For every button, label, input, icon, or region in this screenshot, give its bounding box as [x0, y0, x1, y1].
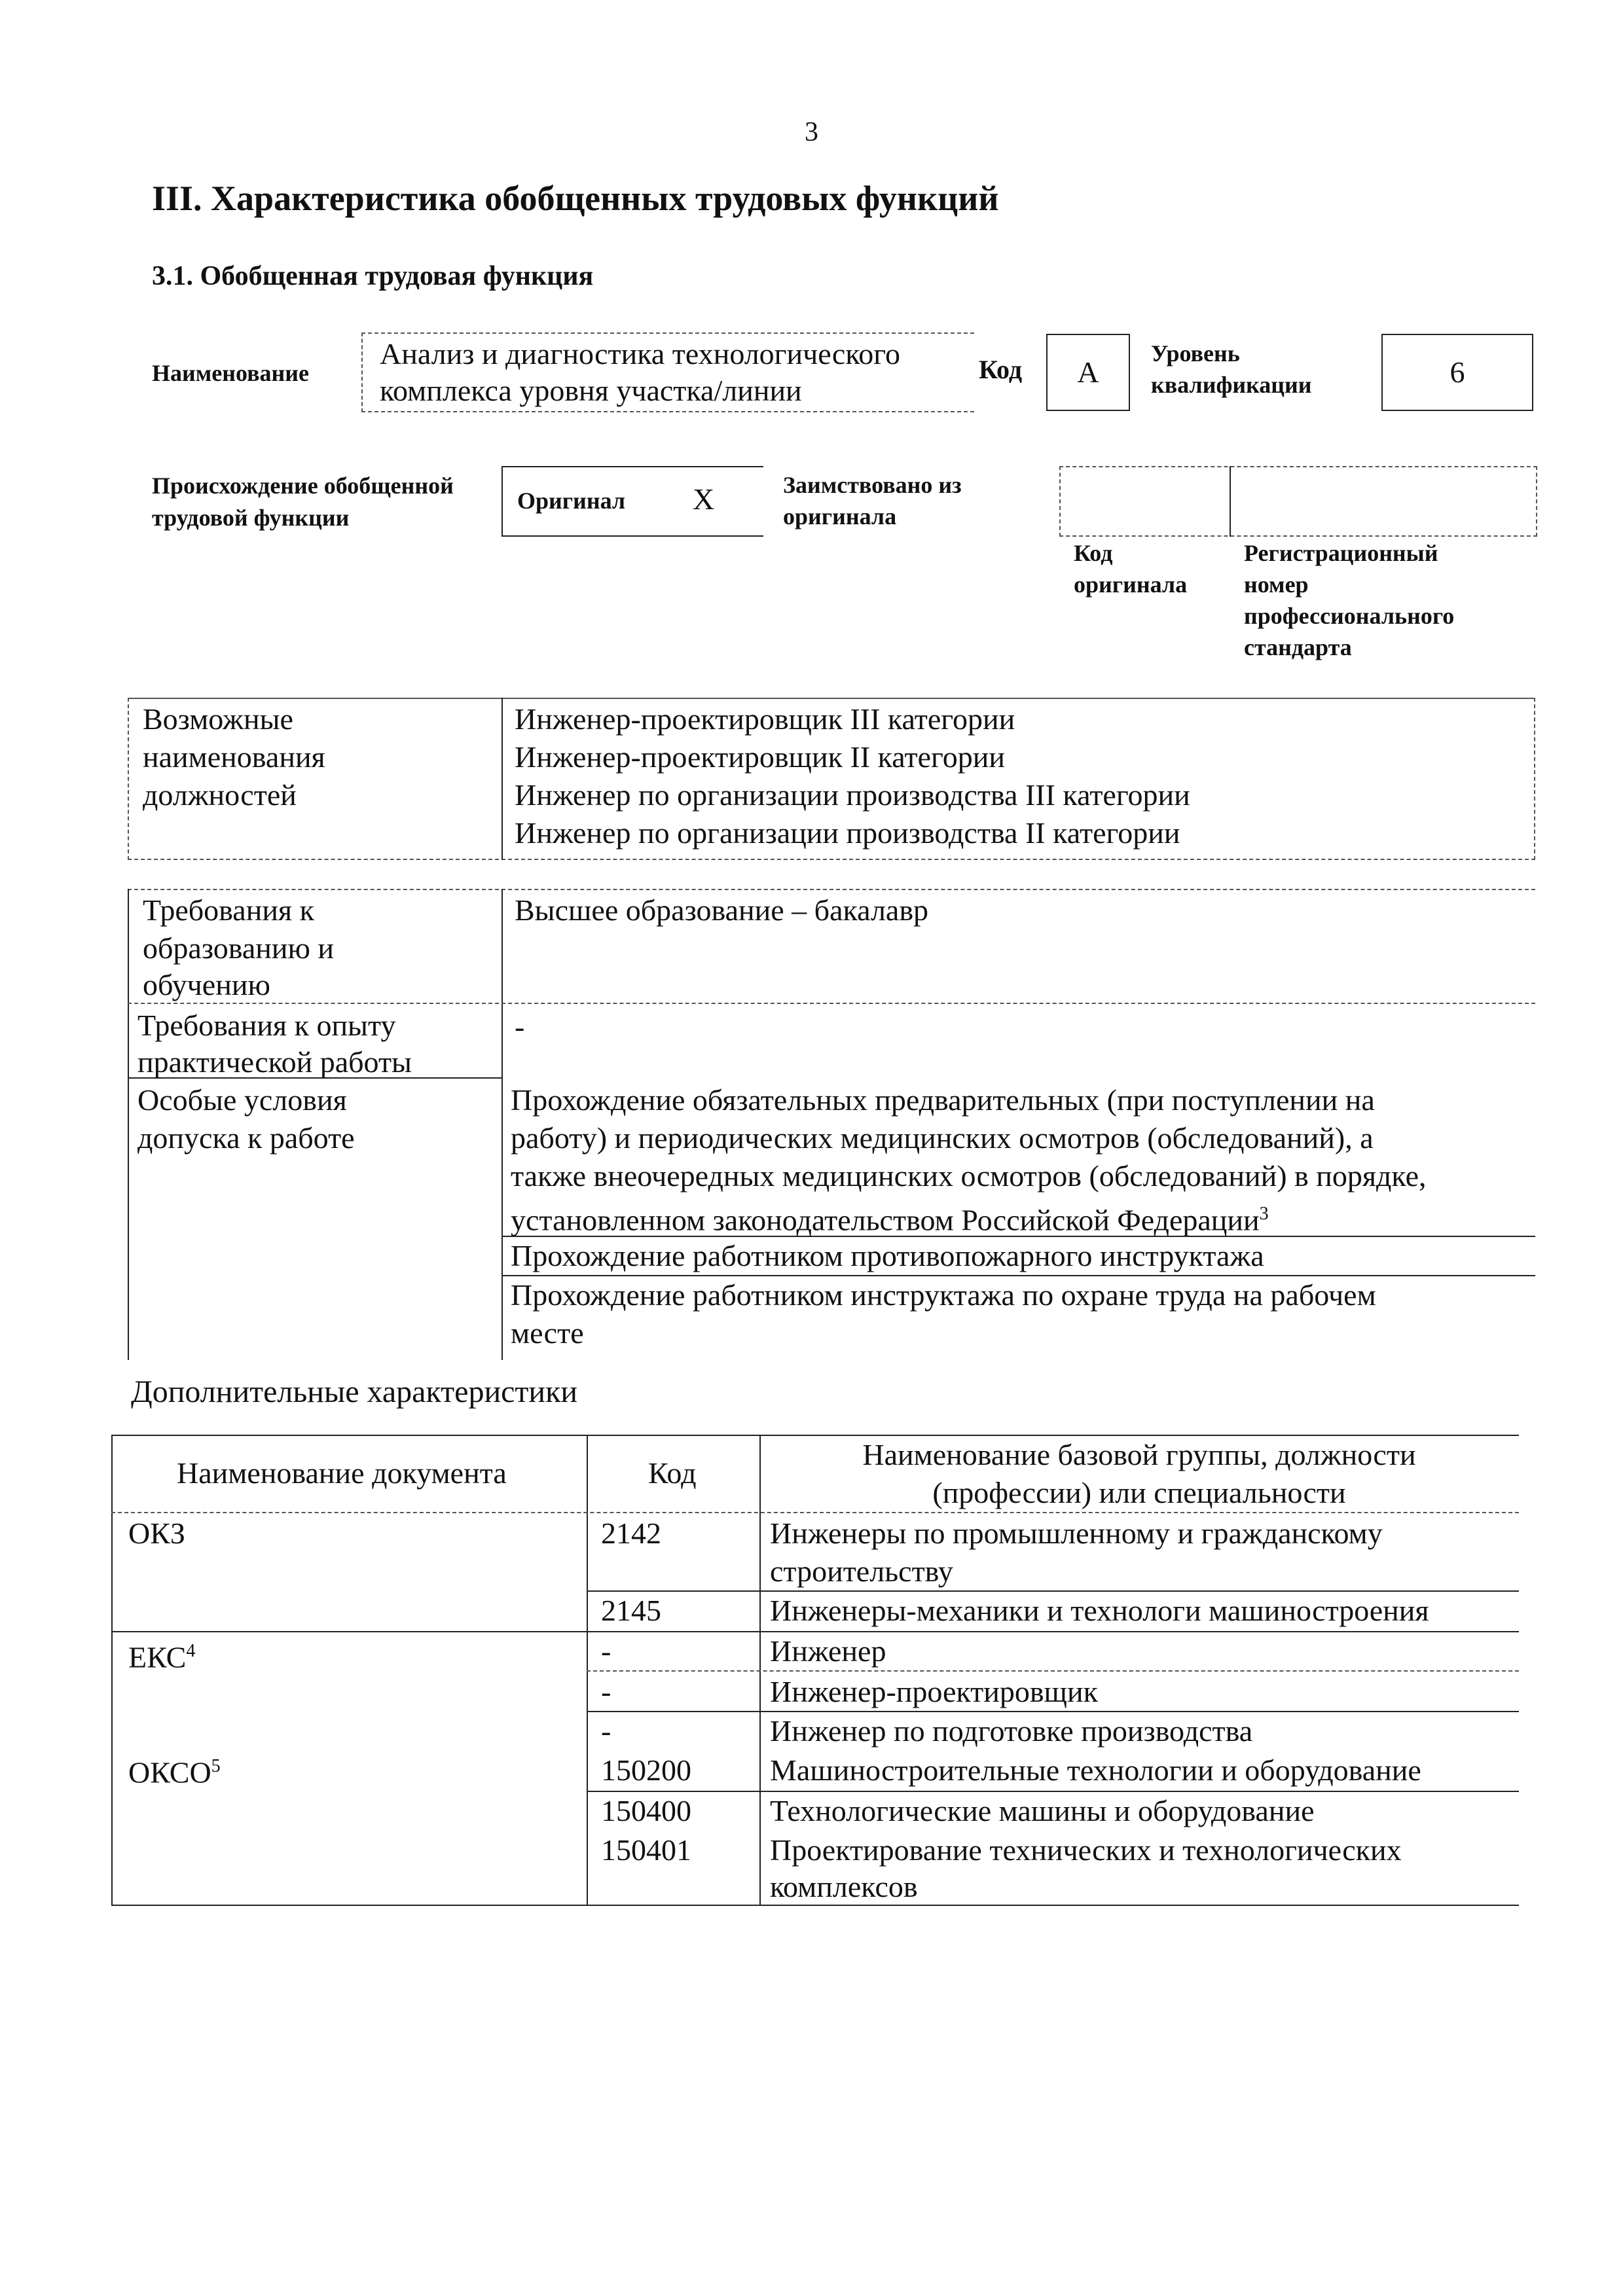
okso-label-with-footnote [128, 1748, 221, 1791]
experience-value: - [515, 1010, 525, 1043]
position-item: Инженер по организации производства II категории [515, 816, 1180, 850]
experience-label-line1: Требования к опыту [137, 1009, 396, 1042]
okso-name: Проектирование технических и технологических [770, 1833, 1402, 1867]
special-extra-1: Прохождение работником противопожарного инструктажа [511, 1239, 1264, 1272]
eks-name: Инженер по подготовке производства [770, 1714, 1253, 1748]
name-value-line2: комплекса уровня участка/линии [380, 374, 802, 407]
eks-name: Инженер-проектировщик [770, 1675, 1098, 1708]
origin-label-line1: Происхождение обобщенной [152, 473, 454, 499]
origin-code-reg-box [1059, 466, 1537, 537]
education-label-line3: обучению [143, 968, 270, 1001]
borrowed-line1: Заимствовано из [783, 472, 962, 498]
level-label-line1: Уровень [1151, 340, 1240, 367]
level-value: 6 [1381, 334, 1533, 411]
reg-caption-line3: профессионального [1244, 603, 1455, 629]
special-line: Прохождение обязательных предварительных (при поступлении на [511, 1083, 1375, 1117]
code-original-caption-line2: оригинала [1074, 571, 1188, 598]
okso-name: комплексов [770, 1870, 918, 1903]
additional-title: Дополнительные характеристики [131, 1374, 578, 1409]
section-title: III. Характеристика обобщенных трудовых функций [152, 179, 999, 218]
col-code-header: Код [648, 1456, 697, 1490]
position-item: Инженер-проектировщик II категории [515, 740, 1005, 774]
education-value: Высшее образование – бакалавр [515, 893, 929, 927]
okso-code: 150200 [601, 1753, 691, 1787]
special-line: также внеочередных медицинских осмотров (обследований) в порядке, [511, 1159, 1427, 1193]
footnote-5: 5 [211, 1756, 221, 1776]
okz-label: ОКЗ [128, 1516, 185, 1550]
positions-label-line3: должностей [143, 778, 297, 812]
code-label: Код [979, 355, 1023, 384]
special-line: установленном законодательством Российской Федерации [511, 1203, 1260, 1237]
eks-name: Инженер [770, 1634, 886, 1668]
experience-label-line2: практической работы [137, 1045, 412, 1079]
okz-name: строительству [770, 1554, 953, 1588]
original-label: Оригинал [517, 488, 626, 514]
okso-name: Технологические машины и оборудование [770, 1794, 1315, 1827]
okso-label: ОКСО [128, 1755, 211, 1789]
special-extra-2-line1: Прохождение работником инструктажа по охране труда на рабочем [511, 1278, 1376, 1312]
footnote-3: 3 [1259, 1204, 1269, 1224]
subsection-title: 3.1. Обобщенная трудовая функция [152, 261, 594, 291]
name-value-line1: Анализ и диагностика технологического [380, 337, 901, 370]
education-label-line1: Требования к [143, 893, 314, 927]
okz-name: Инженеры-механики и технологи машиностроения [770, 1594, 1429, 1627]
original-mark: X [693, 482, 715, 516]
borrowed-line2: оригинала [783, 503, 897, 529]
eks-label-with-footnote [128, 1632, 195, 1676]
okso-code: 150401 [601, 1833, 691, 1867]
origin-label-line2: трудовой функции [152, 505, 350, 531]
reg-caption-line1: Регистрационный [1244, 540, 1438, 566]
education-label-line2: образованию и [143, 931, 334, 965]
position-item: Инженер по организации производства III категории [515, 778, 1190, 812]
name-label: Наименование [152, 360, 309, 386]
code-original-caption-line1: Код [1074, 540, 1113, 566]
special-line-with-footnote [511, 1195, 1269, 1239]
okso-name: Машиностроительные технологии и оборудование [770, 1753, 1421, 1787]
special-line: работу) и периодических медицинских осмотров (обследований), а [511, 1121, 1374, 1155]
special-label-line2: допуска к работе [137, 1121, 355, 1155]
reg-caption-line2: номер [1244, 571, 1309, 598]
positions-label-line1: Возможные [143, 702, 293, 736]
col-name-header-line2: (профессии) или специальности [932, 1476, 1346, 1509]
okz-code: 2142 [601, 1516, 661, 1550]
reg-caption-line4: стандарта [1244, 634, 1352, 660]
eks-code: - [601, 1714, 611, 1748]
eks-code: - [601, 1634, 611, 1668]
position-item: Инженер-проектировщик III категории [515, 702, 1015, 736]
eks-label: ЕКС [128, 1640, 187, 1674]
eks-code: - [601, 1675, 611, 1708]
okso-code: 150400 [601, 1794, 691, 1827]
code-value: А [1046, 334, 1130, 411]
page-number: 3 [805, 117, 818, 147]
okz-code: 2145 [601, 1594, 661, 1627]
okz-name: Инженеры по промышленному и гражданскому [770, 1516, 1383, 1550]
special-label-line1: Особые условия [137, 1083, 347, 1117]
col-name-header-line1: Наименование базовой группы, должности [862, 1438, 1416, 1471]
special-extra-2-line2: месте [511, 1316, 584, 1350]
col-doc-header: Наименование документа [177, 1456, 507, 1490]
positions-label-line2: наименования [143, 740, 325, 774]
footnote-4: 4 [186, 1641, 196, 1661]
level-label-line2: квалификации [1151, 372, 1312, 398]
